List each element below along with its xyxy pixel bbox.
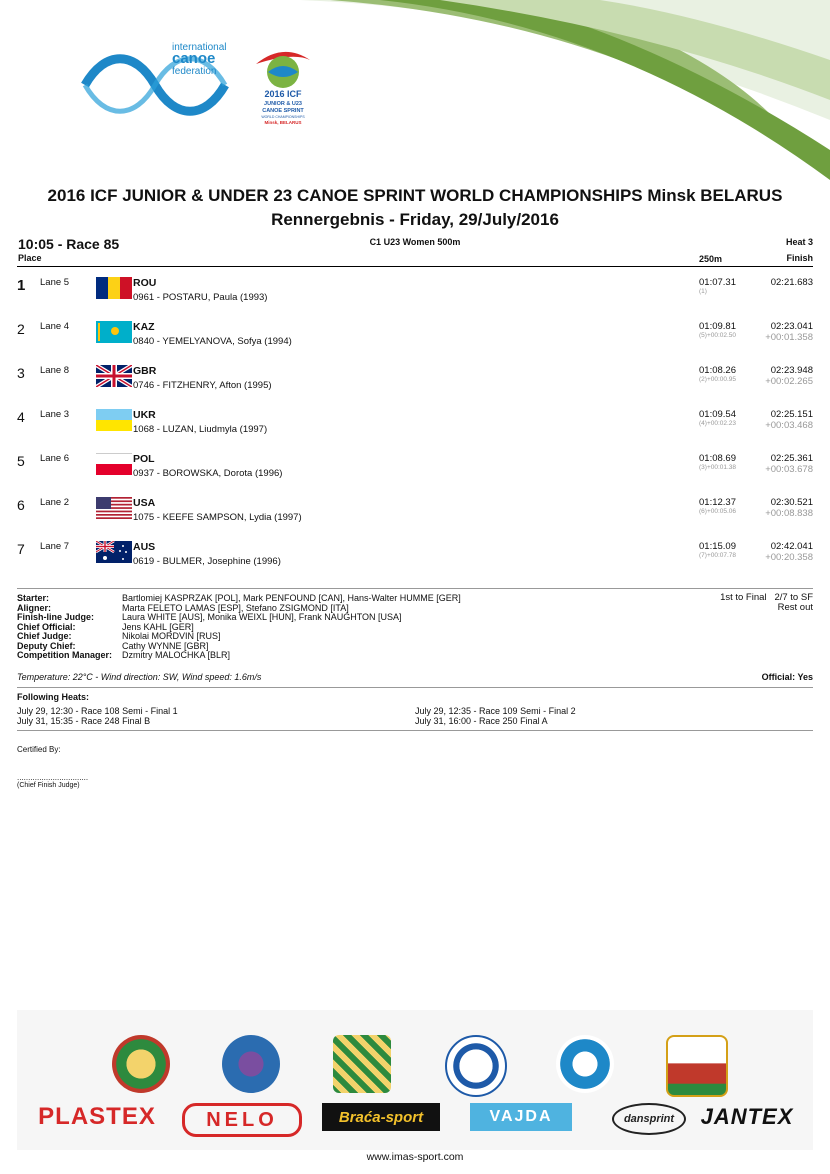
following-heat-item: July 29, 12:35 - Race 109 Semi - Final 2: [415, 706, 576, 716]
result-row: [0, 493, 830, 537]
certified-by-label: Certified By:: [17, 745, 61, 754]
place: 4: [17, 409, 25, 425]
split-time: 01:15.09: [699, 541, 736, 552]
finish-time: 02:30.521: [770, 497, 813, 508]
sponsor-nelo-logo: NELO: [182, 1103, 302, 1137]
icf-logo-line3: federation: [172, 66, 217, 77]
finish-column-header: Finish: [786, 253, 813, 263]
place: 6: [17, 497, 25, 513]
champ-logo-line4: WORLD CHAMPIONSHIPS: [261, 115, 305, 119]
official-role: Chief Judge:: [17, 631, 72, 641]
nation-code: POL: [133, 453, 155, 465]
split-rank: (3)+00:01.38: [699, 464, 737, 471]
split-time: 01:12.37: [699, 497, 736, 508]
finish-difference: +00:08.838: [765, 508, 813, 519]
nation-code: UKR: [133, 409, 156, 421]
nation-code: AUS: [133, 541, 156, 553]
canoe-federation-emblem-icon: [445, 1035, 507, 1097]
result-row: [0, 361, 830, 405]
weather-divider: [17, 687, 813, 688]
result-row: [0, 537, 830, 581]
weather-info: Temperature: 22°C - Wind direction: SW, Wind speed: 1.6m/s: [17, 672, 262, 682]
finish-time: 02:23.948: [770, 365, 813, 376]
athlete-name: 0937 - BOROWSKA, Dorota (1996): [133, 468, 283, 479]
official-role: Chief Official:: [17, 621, 76, 632]
result-row: [0, 405, 830, 449]
split-rank: (7)+00:07.78: [699, 552, 737, 559]
belarus-olympic-committee-emblem-icon: [666, 1035, 728, 1097]
sponsor-vajda-logo: VAJDA: [470, 1103, 572, 1131]
lane: Lane 8: [40, 365, 70, 376]
following-heats-heading: Following Heats:: [17, 692, 89, 702]
finish-time: 02:25.361: [770, 453, 813, 464]
finish-time: 02:25.151: [770, 409, 813, 420]
result-row: [0, 449, 830, 493]
nation-code: ROU: [133, 277, 157, 289]
lane: Lane 4: [40, 321, 70, 332]
official-names: Jens KAHL [GER]: [122, 621, 194, 632]
event-name: C1 U23 Women 500m: [369, 237, 461, 247]
regional-coat-of-arms-icon: [333, 1035, 391, 1093]
document-title: 2016 ICF JUNIOR & UNDER 23 CANOE SPRINT WORLD CHAMPIONSHIPS Minsk BELARUS: [47, 186, 783, 205]
minsk-coat-of-arms-icon: [222, 1035, 280, 1093]
champ-logo-line1: 2016 ICF: [264, 89, 302, 99]
lane: Lane 6: [40, 453, 70, 464]
athlete-name: 0840 - YEMELYANOVA, Sofya (1994): [133, 336, 292, 347]
official-names: Marta FELETO LAMAS [ESP], Stefano ZSIGMOND [ITA]: [122, 602, 349, 613]
place: 1: [17, 277, 26, 294]
chief-finish-judge-label: (Chief Finish Judge): [17, 782, 80, 789]
icf-logo-line2: canoe: [172, 50, 216, 67]
champ-logo-line2: JUNIOR & U23: [264, 101, 302, 107]
official-names: Bartlomiej KASPRZAK [POL], Mark PENFOUND [CAN], Hans-Walter HUMME [GER]: [122, 593, 461, 603]
place-column-header: Place: [18, 253, 42, 263]
split-time: 01:09.81: [699, 321, 736, 332]
icf-logo: [80, 40, 240, 130]
place: 5: [17, 453, 25, 469]
nation-code: KAZ: [133, 321, 155, 333]
finish-time: 02:23.041: [770, 321, 813, 332]
finish-difference: +00:02.265: [765, 376, 813, 387]
header-divider: [17, 266, 813, 267]
kazakhstan-flag-icon: [96, 321, 132, 343]
results-divider: [17, 588, 813, 589]
official-role: Competition Manager:: [17, 650, 113, 660]
place: 2: [17, 321, 25, 337]
following-divider: [17, 730, 813, 731]
sponsor-jantex-logo: JANTEX: [700, 1104, 794, 1129]
following-heat-item: July 31, 15:35 - Race 248 Final B: [17, 716, 151, 726]
sponsor-dansprint-logo: dansprint: [612, 1103, 686, 1135]
signature-line: ................................: [17, 773, 89, 782]
usa-flag-icon: [96, 497, 132, 519]
sport-club-crest-icon: [112, 1035, 170, 1093]
athlete-name: 0619 - BULMER, Josephine (1996): [133, 556, 281, 567]
finish-time: 02:42.041: [770, 541, 813, 552]
belarus-canoe-federation-emblem-icon: [556, 1035, 614, 1093]
romania-flag-icon: [96, 277, 132, 299]
champ-logo-line5: Minsk, BELARUS: [264, 120, 302, 125]
icf-logo-line1: international: [172, 42, 227, 53]
document-subtitle: Rennergebnis - Friday, 29/July/2016: [271, 210, 559, 229]
official-names: Dzmitry MALOCHKA [BLR]: [122, 650, 231, 660]
official-names: Laura WHITE [AUS], Monika WEIXL [HUN], Frank NAUGHTON [USA]: [122, 612, 402, 622]
race-time-number: 10:05 - Race 85: [18, 236, 120, 252]
split-column-header: 250m: [699, 254, 723, 264]
sponsor-plastex-logo: PLASTEX: [38, 1103, 156, 1130]
split-time: 01:08.69: [699, 453, 736, 464]
split-time: 01:07.31: [699, 277, 736, 288]
split-rank: (4)+00:02.23: [699, 420, 737, 427]
split-time: 01:08.26: [699, 365, 736, 376]
place: 3: [17, 365, 25, 381]
poland-flag-icon: [96, 453, 132, 475]
official-role: Deputy Chief:: [17, 640, 76, 651]
united-kingdom-flag-icon: [96, 365, 132, 387]
official-role: Finish-line Judge:: [17, 612, 95, 622]
athlete-name: 1068 - LUZAN, Liudmyla (1997): [133, 424, 268, 435]
nation-code: USA: [133, 497, 156, 509]
official-names: Nikolai MORDVIN [RUS]: [122, 631, 221, 641]
finish-difference: +00:01.358: [765, 332, 813, 343]
official-role: Aligner:: [17, 602, 52, 613]
championship-logo: [248, 42, 318, 132]
australia-flag-icon: [96, 541, 132, 563]
split-time: 01:09.54: [699, 409, 736, 420]
official-status: Official: Yes: [761, 672, 813, 682]
split-rank: (5)+00:02.50: [699, 332, 737, 339]
following-heat-item: July 31, 16:00 - Race 250 Final A: [415, 716, 548, 726]
progression-line-1: 1st to Final 2/7 to SF: [720, 592, 813, 603]
split-rank: (2)+00:00.95: [699, 376, 737, 383]
split-rank: (6)+00:05.06: [699, 508, 737, 515]
nation-code: GBR: [133, 365, 157, 377]
lane: Lane 3: [40, 409, 70, 420]
lane: Lane 7: [40, 541, 70, 552]
heat-label: Heat 3: [785, 237, 813, 247]
finish-difference: +00:20.358: [765, 552, 813, 563]
lane: Lane 2: [40, 497, 70, 508]
finish-difference: +00:03.468: [765, 420, 813, 431]
footer-url: www.imas-sport.com: [366, 1151, 464, 1163]
athlete-name: 0961 - POSTARU, Paula (1993): [133, 292, 268, 303]
result-row: [0, 273, 830, 317]
split-rank: (1): [699, 288, 707, 295]
ukraine-flag-icon: [96, 409, 132, 431]
progression-line-2: Rest out: [777, 602, 813, 613]
sponsor-braca-sport-logo: Braća-sport: [322, 1103, 440, 1131]
progression-rules: [720, 593, 813, 613]
athlete-name: 0746 - FITZHENRY, Afton (1995): [133, 380, 272, 391]
athlete-name: 1075 - KEEFE SAMPSON, Lydia (1997): [133, 512, 302, 523]
lane: Lane 5: [40, 277, 70, 288]
following-heat-item: July 29, 12:30 - Race 108 Semi - Final 1: [17, 706, 178, 716]
champ-logo-line3: CANOE SPRINT: [262, 108, 304, 114]
finish-difference: +00:03.678: [765, 464, 813, 475]
place: 7: [17, 541, 25, 557]
official-role: Starter:: [17, 593, 50, 603]
official-names: Cathy WYNNE [GBR]: [122, 640, 209, 651]
result-row: [0, 317, 830, 361]
finish-time: 02:21.683: [770, 277, 813, 288]
